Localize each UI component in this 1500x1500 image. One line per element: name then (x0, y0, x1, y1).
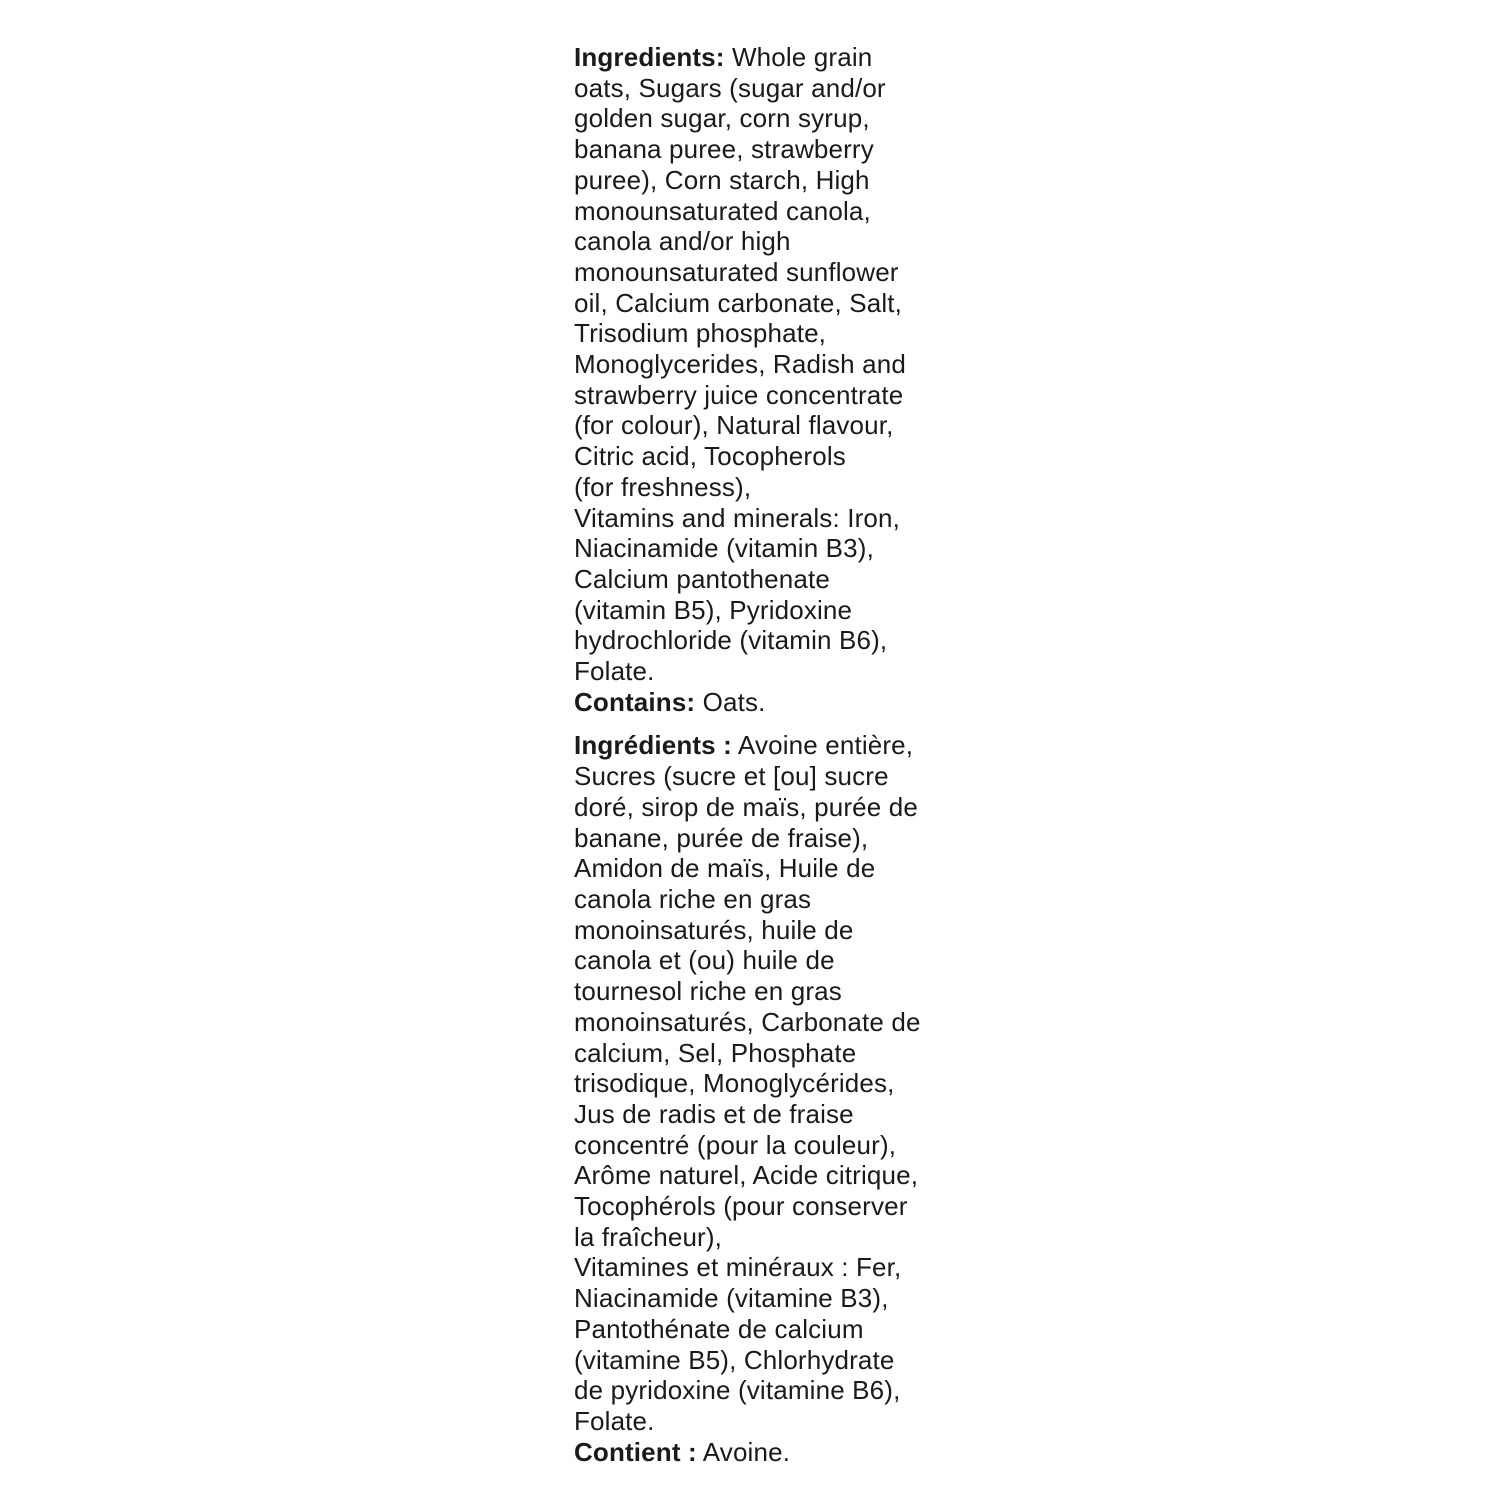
text-line: (vitamin B5), Pyridoxine (574, 594, 853, 625)
text-line: Trisodium phosphate, (574, 318, 827, 349)
contains-heading: Contient : (574, 1436, 697, 1467)
english-ingredients-section (574, 42, 954, 717)
text-line: de pyridoxine (vitamine B6), (574, 1375, 901, 1406)
text-line: Monoglycerides, Radish and (574, 349, 906, 380)
text-line: Pantothénate de calcium (574, 1313, 864, 1344)
text-line: concentré (pour la couleur), (574, 1129, 897, 1160)
contains-line (574, 687, 954, 718)
contains-value: Oats. (702, 686, 766, 717)
text-line: oil, Calcium carbonate, Salt, (574, 287, 903, 318)
text-line: puree), Corn starch, High (574, 164, 870, 195)
text-line: canola et (ou) huile de (574, 945, 835, 976)
text-line: Citric acid, Tocopherols (574, 441, 846, 472)
text-line: Tocophérols (pour conserver (574, 1191, 908, 1222)
text-line: doré, sirop de maïs, purée de (574, 791, 918, 822)
text-line: trisodique, Monoglycérides, (574, 1068, 895, 1099)
text-line: oats, Sugars (sugar and/or (574, 72, 886, 103)
text-line: Jus de radis et de fraise (574, 1098, 854, 1129)
text-line (574, 730, 954, 761)
text-line: Vitamins and minerals: Iron, (574, 502, 900, 533)
text-line: Arôme naturel, Acide citrique, (574, 1160, 919, 1191)
text-line: (for colour), Natural flavour, (574, 410, 894, 441)
text-line: calcium, Sel, Phosphate (574, 1037, 857, 1068)
contains-value: Avoine. (702, 1436, 791, 1467)
text-line: monounsaturated canola, (574, 195, 871, 226)
text-line: hydrochloride (vitamin B6), (574, 625, 888, 656)
text-line: strawberry juice concentrate (574, 379, 904, 410)
text-line: monoinsaturés, Carbonate de (574, 1006, 921, 1037)
text-line: monoinsaturés, huile de (574, 914, 854, 945)
text-line: canola and/or high (574, 226, 791, 257)
text-line: canola riche en gras (574, 883, 812, 914)
contains-heading: Contains: (574, 686, 696, 717)
text-line: Folate. (574, 656, 655, 687)
text-line: Calcium pantothenate (574, 563, 830, 594)
text-line: Niacinamide (vitamin B3), (574, 533, 874, 564)
ingredients-heading: Ingredients: (574, 42, 725, 72)
text-line: banane, purée de fraise), (574, 822, 869, 853)
ingredients-panel (574, 42, 954, 1467)
text-line (574, 42, 954, 73)
ingredients-heading: Ingrédients : (574, 730, 732, 761)
text-line: Amidon de maïs, Huile de (574, 853, 876, 884)
french-ingredients-section (574, 730, 954, 1467)
text-line: la fraîcheur), (574, 1221, 723, 1252)
text-line: banana puree, strawberry (574, 134, 874, 165)
text-line: golden sugar, corn syrup, (574, 103, 870, 134)
contains-line (574, 1437, 954, 1468)
text-line: (vitamine B5), Chlorhydrate (574, 1344, 895, 1375)
ingredients-text: Whole grain (731, 42, 873, 72)
text-line: Folate. (574, 1405, 655, 1436)
ingredients-text: Avoine entière, (737, 730, 914, 761)
text-line: Vitamines et minéraux : Fer, (574, 1252, 902, 1283)
text-line: tournesol riche en gras (574, 976, 842, 1007)
text-line: Niacinamide (vitamine B3), (574, 1283, 889, 1314)
text-line: monounsaturated sunflower (574, 256, 899, 287)
text-line: (for freshness), (574, 471, 752, 502)
text-line: Sucres (sucre et [ou] sucre (574, 761, 889, 792)
